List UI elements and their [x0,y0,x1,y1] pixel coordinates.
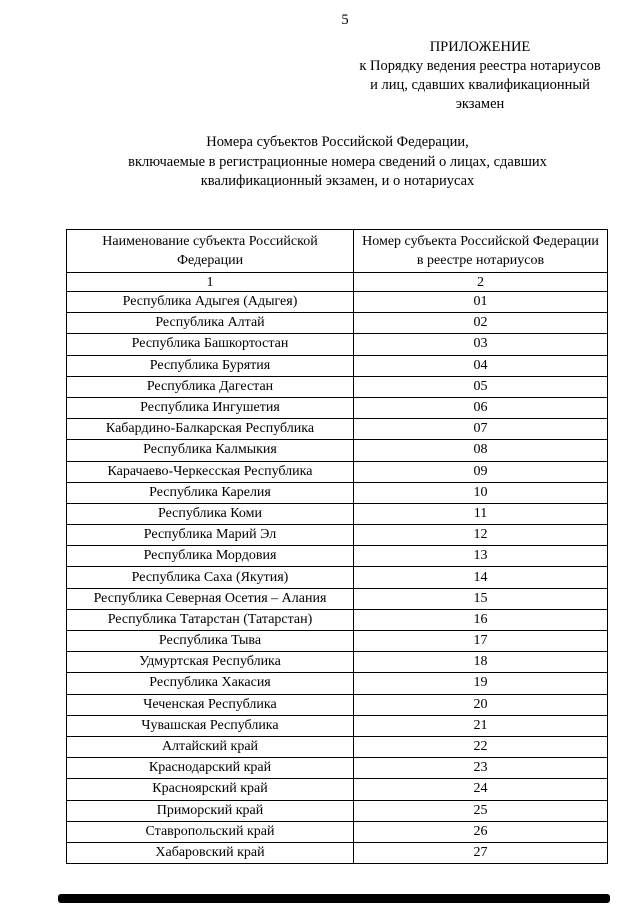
subjects-table [66,229,608,864]
subject-name: Республика Саха (Якутия) [67,567,354,588]
subject-name: Республика Бурятия [67,355,354,376]
subject-code: 26 [354,821,608,842]
subject-code: 07 [354,419,608,440]
subject-code: 04 [354,355,608,376]
subject-name: Республика Марий Эл [67,525,354,546]
subject-name: Кабардино-Балкарская Республика [67,419,354,440]
subject-name: Республика Северная Осетия – Алания [67,588,354,609]
table-row [67,419,608,440]
title-line: включаемые в регистрационные номера сведений о лицах, сдавших [128,153,547,170]
subject-name: Приморский край [67,800,354,821]
subject-name: Республика Тыва [67,631,354,652]
subject-code: 14 [354,567,608,588]
subject-code: 15 [354,588,608,609]
appendix-line: ПРИЛОЖЕНИЕ [429,39,531,55]
appendix-line: к Порядку ведения реестра нотариусов [359,58,601,74]
subject-code: 08 [354,440,608,461]
subject-code: 09 [354,461,608,482]
table-row [67,694,608,715]
subject-code: 10 [354,482,608,503]
subject-code: 20 [354,694,608,715]
table-row [67,503,608,524]
appendix-heading [350,38,610,114]
table-row [67,609,608,630]
subject-code: 01 [354,292,608,313]
table-row [67,376,608,397]
table-row [67,842,608,863]
document-title [40,133,635,192]
table-row [67,673,608,694]
appendix-line: экзамен [455,96,505,112]
table-row [67,821,608,842]
table-header-row [67,230,608,273]
table-row [67,292,608,313]
subject-name: Республика Алтай [67,313,354,334]
subject-name: Хабаровский край [67,842,354,863]
table-body [67,292,608,864]
title-line: квалификационный экзамен, и о нотариусах [200,173,475,189]
subject-name: Алтайский край [67,736,354,757]
subject-code: 02 [354,313,608,334]
subject-code: 25 [354,800,608,821]
subject-code: 06 [354,397,608,418]
table-row [67,715,608,736]
subject-code: 18 [354,652,608,673]
subject-name: Республика Татарстан (Татарстан) [67,609,354,630]
title-line: Номера субъектов Российской Федерации, [206,134,469,150]
column-index-row [67,273,608,292]
table-row [67,525,608,546]
subject-name: Республика Карелия [67,482,354,503]
subject-code: 03 [354,334,608,355]
subject-name: Красноярский край [67,779,354,800]
table-row [67,397,608,418]
table-row [67,461,608,482]
table-row [67,313,608,334]
table-row [67,800,608,821]
subject-code: 11 [354,503,608,524]
subject-code: 27 [354,842,608,863]
subject-code: 22 [354,736,608,757]
table-row [67,440,608,461]
subject-name: Чеченская Республика [67,694,354,715]
subject-name: Ставропольский край [67,821,354,842]
subject-name: Краснодарский край [67,758,354,779]
subject-code: 13 [354,546,608,567]
header-subject-name: Наименование субъекта Российской Федерации [67,230,354,273]
subject-code: 21 [354,715,608,736]
subject-code: 24 [354,779,608,800]
subject-name: Республика Ингушетия [67,397,354,418]
table-row [67,588,608,609]
subject-name: Республика Хакасия [67,673,354,694]
table-row [67,652,608,673]
subject-name: Республика Коми [67,503,354,524]
scan-artifact-bar [58,894,610,903]
table-row [67,779,608,800]
subject-code: 12 [354,525,608,546]
table-row [67,736,608,757]
subject-name: Карачаево-Черкесская Республика [67,461,354,482]
subject-name: Республика Мордовия [67,546,354,567]
page-number: 5 [341,12,349,28]
subject-name: Республика Дагестан [67,376,354,397]
subject-name: Удмуртская Республика [67,652,354,673]
subject-name: Республика Башкортостан [67,334,354,355]
header-subject-code: Номер субъекта Российской Федерации в реестре нотариусов [354,230,608,273]
subject-name: Чувашская Республика [67,715,354,736]
subject-code: 05 [354,376,608,397]
table-row [67,631,608,652]
subject-code: 16 [354,609,608,630]
subject-code: 19 [354,673,608,694]
subject-code: 23 [354,758,608,779]
table-row [67,355,608,376]
column-index-2: 2 [354,273,608,292]
subject-code: 17 [354,631,608,652]
subject-name: Республика Калмыкия [67,440,354,461]
table-row [67,334,608,355]
subject-name: Республика Адыгея (Адыгея) [67,292,354,313]
table-row [67,758,608,779]
column-index-1: 1 [67,273,354,292]
table-row [67,567,608,588]
table-row [67,546,608,567]
table-row [67,482,608,503]
appendix-line: и лиц, сдавших квалификационный [370,77,590,93]
